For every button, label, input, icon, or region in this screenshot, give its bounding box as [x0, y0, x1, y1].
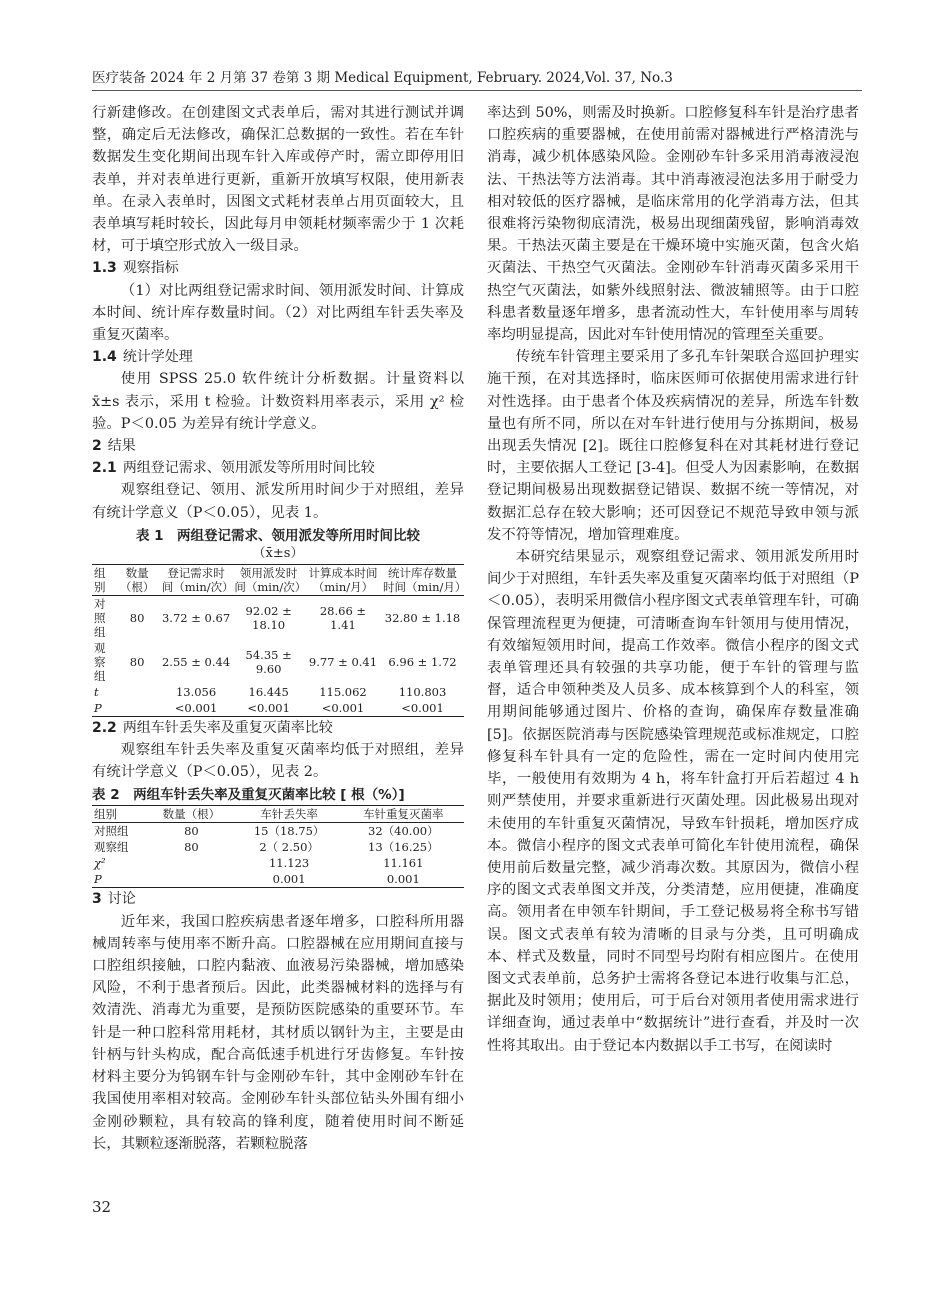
paragraph: 本研究结果显示，观察组登记需求、领用派发所用时间少于对照组，车针丢失率及重复灭菌率均低于对照组（P＜0.05），表明采用微信小程序图文式表单管理车针，可确保管理流程更为便捷，可清晰查询车针领用与使用情况，有效缩短领用时间，提高工作效率。微信小程序的图文式表单管理还具有较强的共享功能，便于车针的管理与监督，适合申领种类及人员多、成本核算到个人的科室，领用期间能够通过图片、价格的查询，确保库存数量准确 [5]。依据医院消毒与医院感染管理规范或标准规定，口腔修复科车针具有一定的危险性，需在一定时间内使用完毕，一般使用有效期为 4 h，将车针盒打开后若超过 4 h 则严禁使用，并要求重新进行灭菌处理。因此极易出现对未使用的车针重复灭菌情况，导致车针损耗，增加医疗成本。微信小程序的图文式表单可简化车针使用流程，确保使用前后数量完整，减少消毒次数。其原因为，微信小程序的图文式表单图文并茂，分类清楚，应用便捷，准确度高。领用者在申领车针期间，手工登记极易将全称书写错误。图文式表单有较为清晰的目录与分类，且可明确成本、样式及数量，同时不同型号均附有相应图片。在使用图文式表单前，总务护士需将各登记本进行收集与汇总，据此及时领用；使用后，可于后台对领用者使用需求进行详细查询，通过表单中“数据统计”进行查看，并及时一次性将其取出。由于登记本内数据以手工书写，在阅读时	[487, 549, 859, 1054]
table-cell: 28.66 ± 1.41	[319, 603, 367, 632]
section-heading-2-2	[92, 717, 464, 739]
section-heading-2	[92, 435, 464, 457]
table-header: 组别	[92, 806, 147, 823]
section-title: 统计学处理	[122, 349, 193, 366]
table-cell: 80	[184, 824, 199, 839]
table-cell: <0.001	[160, 700, 233, 717]
table-cell: 54.35 ± 9.60	[245, 647, 292, 676]
right-column	[487, 102, 859, 1057]
table-1	[92, 564, 467, 717]
table-cell: 110.803	[398, 684, 447, 699]
table-cell: 2.55 ± 0.44	[161, 654, 231, 669]
section-number: 2.2	[92, 719, 117, 736]
table-header: 数量（根）	[147, 806, 235, 823]
paragraph: 行新建修改。在创建图文式表单后，需对其进行测试并调整，确定后无法修改，确保汇总数据的一致性。若在车针数据发生变化期间出现车针入库或停产时，需立即停用旧表单，并对表单进行更新，重新开放填写权限，使用新表单。在录入表单时，因图文式耗材表单占用页面较大，且表单填写耗时较长，因此每月申领耗材频率需少于 1 次耗材，可于填空形式放入一级目录。	[92, 105, 464, 255]
table-row	[92, 823, 464, 840]
table-2	[92, 805, 464, 888]
table-cell: 115.062	[319, 684, 367, 699]
table-cell: 3.72 ± 0.67	[161, 610, 231, 625]
table-header: 车针丢失率	[236, 806, 343, 823]
table-header: 统计库存数量时间（min/月）	[383, 565, 467, 594]
table-cell: 32（40.00）	[368, 824, 439, 839]
table-header: 组别	[92, 564, 114, 595]
table-row	[92, 595, 464, 640]
table-cell: 16.445	[248, 684, 289, 699]
table-cell: χ²	[94, 856, 106, 871]
table-cell: <0.001	[381, 700, 464, 717]
paragraph: 使用 SPSS 25.0 软件统计分析数据。计量资料以 x̄±s 表示，采用 t 检验。计数资料用率表示，采用 χ² 检验。P＜0.05 为差异有统计学意义。	[92, 371, 464, 432]
table-cell	[147, 871, 235, 888]
table-row	[92, 684, 464, 700]
paragraph: （1）对比两组登记需求时间、领用派发时间、计算成本时间、统计库存数量时间。（2）对比两组车针丢失率及重复灭菌率。	[92, 282, 464, 344]
table-row	[92, 640, 464, 684]
table-cell	[114, 684, 159, 700]
table-row	[92, 855, 464, 871]
table-cell: P	[92, 871, 147, 888]
table-header: 登记需求时间（min/次）	[161, 565, 234, 594]
section-heading-3	[92, 888, 464, 910]
table-cell: 6.96 ± 1.72	[388, 654, 457, 669]
table-row	[92, 839, 464, 855]
table-cell: t	[94, 684, 99, 699]
table-cell: 11.161	[383, 856, 424, 871]
table-cell: 9.77 ± 0.41	[308, 654, 378, 669]
table-cell: 92.02 ± 18.10	[245, 603, 292, 632]
table-row	[92, 871, 464, 888]
section-title: 两组登记需求、领用派发等所用时间比较	[122, 460, 375, 477]
table-cell: 13.056	[175, 684, 217, 699]
left-column	[92, 102, 467, 1155]
section-number: 1.3	[92, 260, 117, 277]
section-heading-2-1	[92, 457, 464, 479]
table-cell: 2（ 2.50）	[259, 840, 319, 855]
section-number: 3	[92, 891, 102, 908]
section-heading-1-3	[92, 257, 464, 279]
section-title: 两组车针丢失率及重复灭菌率比较	[122, 719, 333, 736]
paragraph: 观察组登记、领用、派发所用时间少于对照组，差异有统计学意义（P＜0.05），见表 1。	[92, 482, 464, 521]
table-cell	[147, 855, 235, 871]
table-header: 车针重复灭菌率	[343, 806, 464, 823]
header-rule	[92, 90, 862, 91]
paragraph: 近年来，我国口腔疾病患者逐年增多，口腔科所用器械周转率与使用率不断升高。口腔器械在应用期间直接与口腔组织接触，口腔内黏液、血液易污染器械，增加感染风险，不利于患者预后。因此，此类器械材料的选择与有效清洗、消毒尤为重要，是预防医院感染的重要环节。车针是一种口腔科常用耗材，其材质以钢针为主，主要是由针柄与针头构成，配合高低速手机进行牙齿修复。车针按材料主要分为钨钢车针与金刚砂车针，其中金刚砂车针在我国使用率相对较高。金刚砂车针头部位钻头外围有细小金刚砂颗粒，具有较高的锋利度，随着使用时间不断延长，其颗粒逐渐脱落，若颗粒脱落	[92, 913, 464, 1152]
table-cell: 32.80 ± 1.18	[384, 610, 461, 625]
table-cell: 80	[129, 610, 145, 625]
table-cell: <0.001	[305, 700, 381, 717]
table-header: 数量（根）	[114, 564, 159, 595]
table-cell: P	[92, 700, 114, 717]
table-cell: 对照组	[94, 596, 106, 639]
table-cell	[114, 700, 159, 717]
table-1-caption: 表 1 两组登记需求、领用派发等所用时间比较	[135, 527, 421, 544]
section-number: 2	[92, 438, 102, 455]
table-header: 计算成本时间（min/月）	[305, 564, 381, 595]
table-cell: 80	[129, 654, 145, 669]
table-cell: 0.001	[236, 871, 343, 888]
table-cell: 观察组	[94, 840, 129, 855]
table-cell: <0.001	[232, 700, 305, 717]
table-cell: 0.001	[343, 871, 464, 888]
table-cell: 13（16.25）	[368, 840, 439, 855]
table-cell: 对照组	[94, 824, 129, 839]
paragraph: 观察组车针丢失率及重复灭菌率均低于对照组，差异有统计学意义（P＜0.05），见表 2。	[92, 742, 464, 781]
section-title: 观察指标	[122, 260, 179, 277]
paragraph: 传统车针管理主要采用了多孔车针架联合巡回护理实施干预，在对其选择时，临床医师可依据使用需求进行针对性选择。由于患者个体及疾病情况的差异，所选车针数量也有所不同，所以在对车针进行使用与分拣期间，极易出现丢失情况 [2]。既往口腔修复科在对其耗材进行登记时，主要依据人工登记 [3-4]。但受人为因素影响，在数据登记期间极易出现数据登记错误、数据不统一等情况，对数据汇总存在较大影响；还可因登记不规范导致申领与派发不符等情况，增加管理难度。	[487, 349, 859, 543]
table-cell: 11.123	[268, 856, 310, 871]
table-header: 领用派发时间（min/次）	[234, 565, 307, 594]
table-row	[92, 700, 464, 717]
section-heading-1-4	[92, 346, 464, 368]
table-cell: 15（18.75）	[253, 824, 325, 839]
section-title: 讨论	[107, 891, 136, 908]
table-2-caption: 表 2 两组车针丢失率及重复灭菌率比较 [ 根（%）]	[92, 787, 405, 804]
table-cell: 80	[184, 840, 199, 855]
section-number: 2.1	[92, 460, 117, 477]
page-number: 32	[92, 1198, 112, 1216]
section-title: 结果	[107, 438, 136, 455]
table-1-subcaption: （x̄±s）	[252, 545, 304, 561]
paragraph: 率达到 50%，则需及时换新。口腔修复科车针是治疗患者口腔疾病的重要器械，在使用前需对器械进行严格清洗与消毒，减少机体感染风险。金刚砂车针多采用消毒液浸泡法、干热法等方法消毒。其中消毒液浸泡法多用于耐受力相对较低的医疗器械，是临床常用的化学消毒方法，但其很难将污染物彻底清洗，极易出现细菌残留，影响消毒效果。干热法灭菌主要是在干燥环境中实施灭菌，包含火焰灭菌法、干热空气灭菌法。金刚砂车针消毒灭菌多采用干热空气灭菌法，如紫外线照射法、微波辅照等。由于口腔科患者数量逐年增多，患者流动性大，车针使用率与周转率均明显提高，因此对车针使用情况的管理至关重要。	[487, 105, 859, 344]
table-cell: 观察组	[94, 640, 106, 683]
section-number: 1.4	[92, 349, 117, 366]
running-header: 医疗装备 2024 年 2 月第 37 卷第 3 期 Medical Equipment, February. 2024,Vol. 37, No.3	[92, 70, 673, 86]
